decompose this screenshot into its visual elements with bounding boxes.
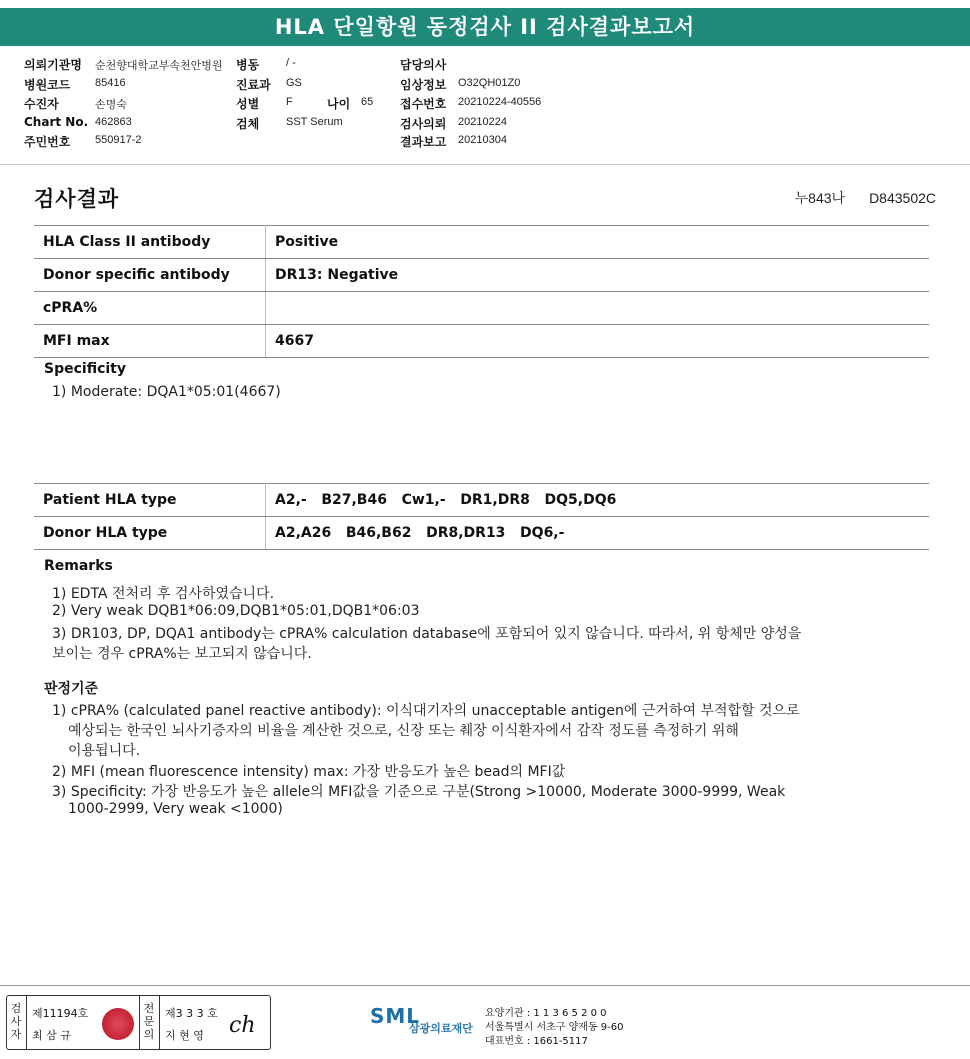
ward-value: / - [286,57,296,69]
specialist-label: 전문의 [143,1002,155,1041]
specimen-label: 검체 [236,117,260,131]
hla-type-key: Patient HLA type [34,484,266,517]
header-label: 임상정보 [400,78,447,92]
criteria-title: 판정기준 [44,681,99,697]
result-value: 4667 [266,325,930,358]
org-name: 삼광의료재단 [409,1022,473,1035]
result-key: HLA Class II antibody [34,226,266,259]
age-label: 나이 [327,97,351,111]
header-value: O32QH01Z0 [458,77,521,89]
table-row [34,226,929,259]
header-value: 20210304 [458,134,507,146]
header-label: 검사의뢰 [400,117,447,131]
header-label: 접수번호 [400,97,447,111]
signature: ch [229,1013,256,1038]
specificity-title: Specificity [44,361,126,377]
header-value: 손명숙 [95,99,127,111]
age-value: 65 [361,96,374,108]
table-row [34,484,929,517]
criteria-line: 이용됩니다. [68,743,141,759]
criteria-line: 3) Specificity: 가장 반응도가 높은 allele의 MFI값을 기준으로 구분(Strong >10000, Moderate 3000-9999, Weak [52,784,786,800]
sex-label: 성별 [236,97,260,111]
sml-logo: SML [370,1004,421,1028]
header-label: Chart No. [24,115,89,129]
result-key: MFI max [34,325,266,358]
dept-label: 진료과 [236,78,271,92]
section-title: 검사결과 [34,187,120,211]
header-value: 550917-2 [95,134,142,146]
hla-type-key: Donor HLA type [34,517,266,550]
header-value: 20210224-40556 [458,96,542,108]
specimen-value: SST Serum [286,116,343,128]
header-value: 순천향대학교부속천안병원 [95,60,223,72]
header-label: 병원코드 [24,78,71,92]
header-label: 담당의사 [400,58,447,72]
criteria-line: 1000-2999, Very weak <1000) [68,801,283,817]
hla-type-table [34,483,929,550]
header-value: 462863 [95,116,132,128]
header-value: 85416 [95,77,126,89]
report-code: D843502C [869,190,936,206]
report-title: HLA 단일항원 동정검사 II 검사결과보고서 [0,8,970,46]
dept-value: GS [286,77,302,89]
result-key: Donor specific antibody [34,259,266,292]
remarks-title: Remarks [44,558,113,574]
specialist-license: 제3 3 3 호 [165,1007,218,1020]
remark-line: 3) DR103, DP, DQA1 antibody는 cPRA% calculation database에 포함되어 있지 않습니다. 따라서, 위 항체만 양성을 [52,626,802,642]
table-row [34,517,929,550]
patient-info-header [0,52,970,165]
header-label: 의뢰기관명 [24,58,82,72]
footer [0,985,970,1059]
address-line: 대표번호 : 1661-5117 [485,1036,588,1047]
table-row [34,325,929,358]
tester-name: 최 삼 규 [32,1029,71,1042]
address-line: 서울특별시 서초구 양재동 9-60 [485,1022,624,1033]
hla-type-value: A2,A26 B46,B62 DR8,DR13 DQ6,- [266,517,930,550]
criteria-line: 예상되는 한국인 뇌사기증자의 비율을 계산한 것으로, 신장 또는 췌장 이식환자에서 감작 정도를 측정하기 위해 [68,723,739,739]
remark-line: 보이는 경우 cPRA%는 보고되지 않습니다. [52,646,312,662]
remark-line: 1) EDTA 전처리 후 검사하였습니다. [52,586,275,602]
ward-label: 병동 [236,58,260,72]
header-label: 수진자 [24,97,59,111]
result-key: cPRA% [34,292,266,325]
specialist-name: 지 현 영 [165,1029,204,1042]
header-label: 결과보고 [400,135,447,149]
result-value: DR13: Negative [266,259,930,292]
result-value [266,292,930,325]
header-value: 20210224 [458,116,507,128]
table-row [34,259,929,292]
report-codes [771,188,936,208]
results-table [34,225,929,358]
criteria-line: 2) MFI (mean fluorescence intensity) max: 가장 반응도가 높은 bead의 MFI값 [52,764,566,780]
result-value: Positive [266,226,930,259]
signature-box [6,995,271,1050]
address-line: 요양기관 : 1 1 3 6 5 2 0 0 [485,1008,607,1019]
tester-license: 제11194호 [32,1007,89,1020]
header-label: 주민번호 [24,135,71,149]
seal-stamp-icon [102,1008,134,1040]
criteria-line: 1) cPRA% (calculated panel reactive antibody): 이식대기자의 unacceptable antigen에 근거하여 부적합할 것으로 [52,703,800,719]
specificity-line: 1) Moderate: DQA1*05:01(4667) [52,384,281,400]
report-code: 누843나 [794,190,846,206]
hla-type-value: A2,- B27,B46 Cw1,- DR1,DR8 DQ5,DQ6 [266,484,930,517]
remark-line: 2) Very weak DQB1*06:09,DQB1*05:01,DQB1*06:03 [52,603,420,619]
sex-value: F [286,96,293,108]
tester-label: 검사자 [10,1002,22,1041]
table-row [34,292,929,325]
